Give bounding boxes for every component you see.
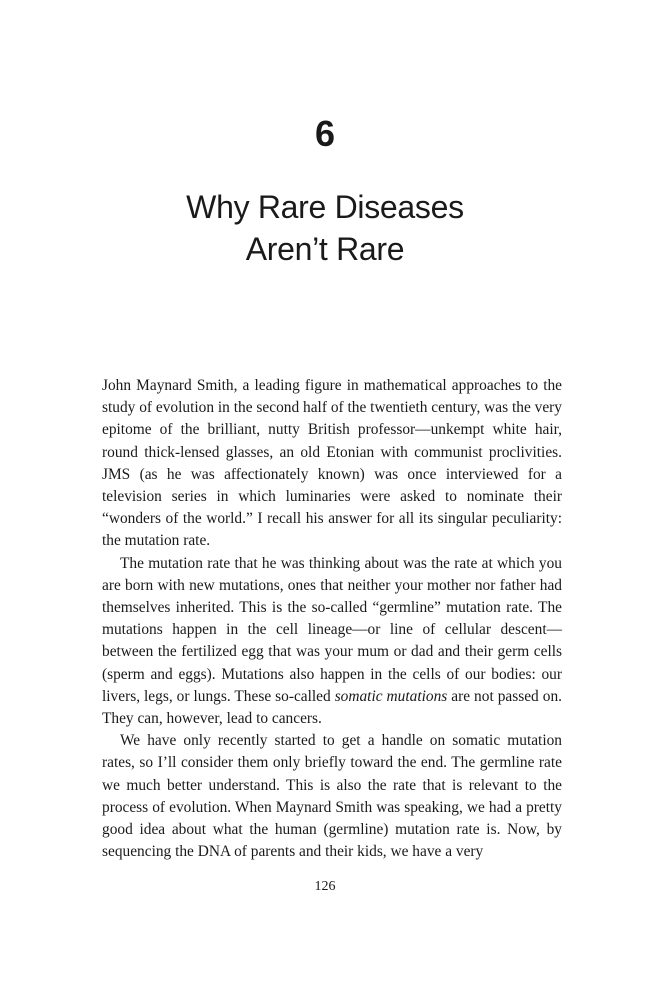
- paragraph-2: [102, 553, 562, 731]
- paragraph-2-text-start: The mutation rate that he was thinking about was the rate at which you are born with new mutations, ones that neither your mother nor father had themselves inherited. This is the so-called “germline” mutation rate. The mutations happen in the cell lineage—or line of cellular descent—between the fertilized egg that was your mum or dad and their germ cells (sperm and eggs). Mutations also happen in the cells of our bodies: our livers, legs, or lungs. These so-called: [102, 554, 562, 705]
- chapter-title: [0, 186, 650, 270]
- paragraph-2-emphasis: somatic mutations: [334, 687, 448, 705]
- page-number: 126: [314, 879, 336, 894]
- paragraph-1: John Maynard Smith, a leading figure in mathematical approaches to the study of evolution in the second half of the twentieth century, was the very epitome of the brilliant, nutty British professor—unkempt white hair, round thick-lensed glasses, an old Etonian with communist proclivities. JMS (as he was affectionately known) was once interviewed for a television series in which luminaries were asked to nominate their “wonders of the world.” I recall his answer for all its singular peculiarity: the mutation rate.: [102, 377, 562, 550]
- paragraph-2-text-end: are not passed on. They can, however, lead to cancers.: [102, 687, 562, 728]
- chapter-title-line-1: Why Rare Diseases: [186, 189, 464, 225]
- paragraph-3: We have only recently started to get a handle on somatic mutation rates, so I’ll consider them only briefly toward the end. The germline rate we much better understand. This is also the rate that is relevant to the process of evolution. When Maynard Smith was speaking, we had a pretty good idea about what the human (germline) mutation rate is. Now, by sequencing the DNA of parents and their kids, we have a very: [102, 732, 562, 861]
- chapter-number: 6: [314, 113, 336, 154]
- chapter-title-line-2: Aren’t Rare: [245, 231, 405, 267]
- body-text: [102, 375, 562, 863]
